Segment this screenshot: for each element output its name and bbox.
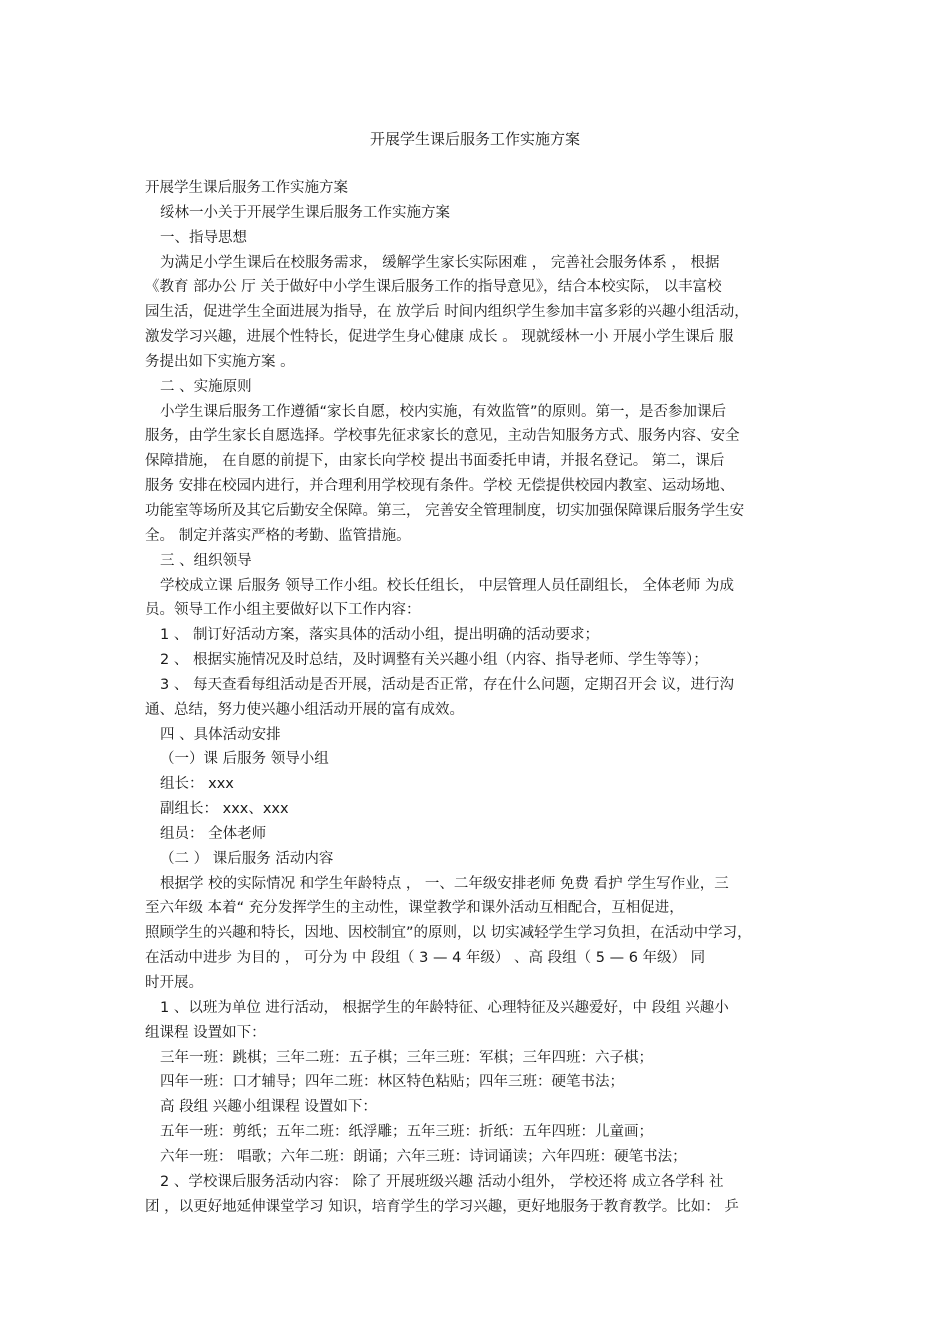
paragraph-line: 四 、具体活动安排: [160, 726, 281, 743]
paragraph-line: 1 、以班为单位 进行活动， 根据学生的年龄特征、心理特征及兴趣爱好，中 段组 兴趣小: [160, 999, 729, 1016]
paragraph-line: （二 ） 课后服务 活动内容: [160, 850, 334, 867]
paragraph-line: 在活动中进步 为目的 ， 可分为 中 段组（ 3 — 4 年级） 、高 段组（ 5 — 6 年级） 同: [145, 950, 706, 967]
paragraph-line: 激发学习兴趣，进展个性特长，促进学生身心健康 成长 。 现就绥林一小 开展小学生课后 服: [145, 329, 734, 346]
paragraph-line: 全。 制定并落实严格的考勤、监管措施。: [145, 527, 411, 544]
paragraph-line: 保障措施， 在自愿的前提下，由家长向学校 提出书面委托申请，并报名登记。 第二，课后: [145, 453, 725, 470]
paragraph-line: 副组长： xxx、xxx: [160, 801, 289, 818]
paragraph-line: 功能室等场所及其它后勤安全保障。第三， 完善安全管理制度，切实加强保障课后服务学生安: [145, 502, 745, 519]
document-title: 开展学生课后服务工作实施方案: [369, 130, 580, 148]
paragraph-line: 服务 安排在校园内进行，并合理利用学校现有条件。学校 无偿提供校园内教室、运动场地、: [145, 478, 735, 495]
paragraph-line: 3 、 每天查看每组活动是否开展，活动是否正常，存在什么问题，定期召开会 议，进行沟: [160, 676, 735, 693]
paragraph-line: 团 ，以更好地延伸课堂学习 知识，培育学生的学习兴趣，更好地服务于教育教学。比如： 乒: [145, 1198, 739, 1215]
paragraph-line: 根据学 校的实际情况 和学生年龄特点 ， 一、二年级安排老师 免费 看护 学生写作业，三: [160, 875, 729, 892]
paragraph-line: 服务，由学生家长自愿选择。学校事先征求家长的意见，主动告知服务方式、服务内容、安全: [145, 428, 740, 445]
paragraph-line: 一、指导思想: [160, 229, 247, 246]
paragraph-line: 至六年级 本着“ 充分发挥学生的主动性，课堂教学和课外活动互相配合，互相促进，: [145, 900, 684, 917]
paragraph-line: 组员： 全体老师: [160, 825, 267, 842]
paragraph-line: 小学生课后服务工作遵循“家长自愿，校内实施，有效监管”的原则。第一，是否参加课后: [160, 403, 727, 420]
paragraph-line: 组课程 设置如下：: [145, 1024, 266, 1041]
paragraph-line: 三 、组织领导: [160, 552, 252, 569]
paragraph-line: 通、总结，努力使兴趣小组活动开展的富有成效。: [145, 701, 464, 718]
paragraph-line: 二 、实施原则: [160, 378, 252, 395]
paragraph-line: 时开展。: [145, 975, 203, 991]
paragraph-line: 三年一班：跳棋；三年二班：五子棋；三年三班：军棋；三年四班：六子棋；: [160, 1049, 653, 1066]
paragraph-line: 2 、 根据实施情况及时总结，及时调整有关兴趣小组（内容、指导老师、学生等等）；: [160, 652, 708, 669]
paragraph-line: 为满足小学生课后在校服务需求， 缓解学生家长实际困难 ， 完善社会服务体系 ， 根据: [160, 254, 720, 271]
document-body: [145, 176, 815, 1219]
paragraph-line: 绥林一小关于开展学生课后服务工作实施方案: [160, 204, 450, 221]
paragraph-line: 四年一班：口才辅导；四年二班：林区特色粘贴；四年三班：硬笔书法；: [160, 1074, 624, 1091]
paragraph-line: 照顾学生的兴趣和特长，因地、因校制宜”的原则，以 切实减轻学生学习负担，在活动中学习，: [145, 925, 752, 942]
paragraph-line: 六年一班： 唱歌；六年二班：朗诵；六年三班：诗词诵读；六年四班：硬笔书法；: [160, 1148, 687, 1165]
paragraph-line: 学校成立课 后服务 领导工作小组。校长任组长， 中层管理人员任副组长， 全体老师 为成: [160, 577, 735, 594]
paragraph-line: 开展学生课后服务工作实施方案: [145, 180, 348, 196]
paragraph-line: 务提出如下实施方案 。: [145, 353, 295, 370]
paragraph-line: （一）课 后服务 领导小组: [160, 751, 329, 768]
paragraph-line: 2 、学校课后服务活动内容： 除了 开展班级兴趣 活动小组外， 学校还将 成立各学科 社: [160, 1173, 724, 1190]
paragraph-line: 高 段组 兴趣小组课程 设置如下：: [160, 1099, 377, 1116]
paragraph-line: 1 、 制订好活动方案，落实具体的活动小组，提出明确的活动要求；: [160, 627, 599, 644]
paragraph-line: 组长： xxx: [160, 776, 234, 793]
paragraph-line: 《教育 部办公 厅 关于做好中小学生课后服务工作的指导意见》，结合本校实际， 以丰富校: [145, 279, 722, 296]
paragraph-line: 五年一班：剪纸；五年二班：纸浮雕；五年三班：折纸：五年四班：儿童画；: [160, 1124, 653, 1141]
paragraph-line: 园生活，促进学生全面进展为指导，在 放学后 时间内组织学生参加丰富多彩的兴趣小组活动，: [145, 304, 749, 321]
paragraph-line: 员。领导工作小组主要做好以下工作内容：: [145, 602, 421, 619]
